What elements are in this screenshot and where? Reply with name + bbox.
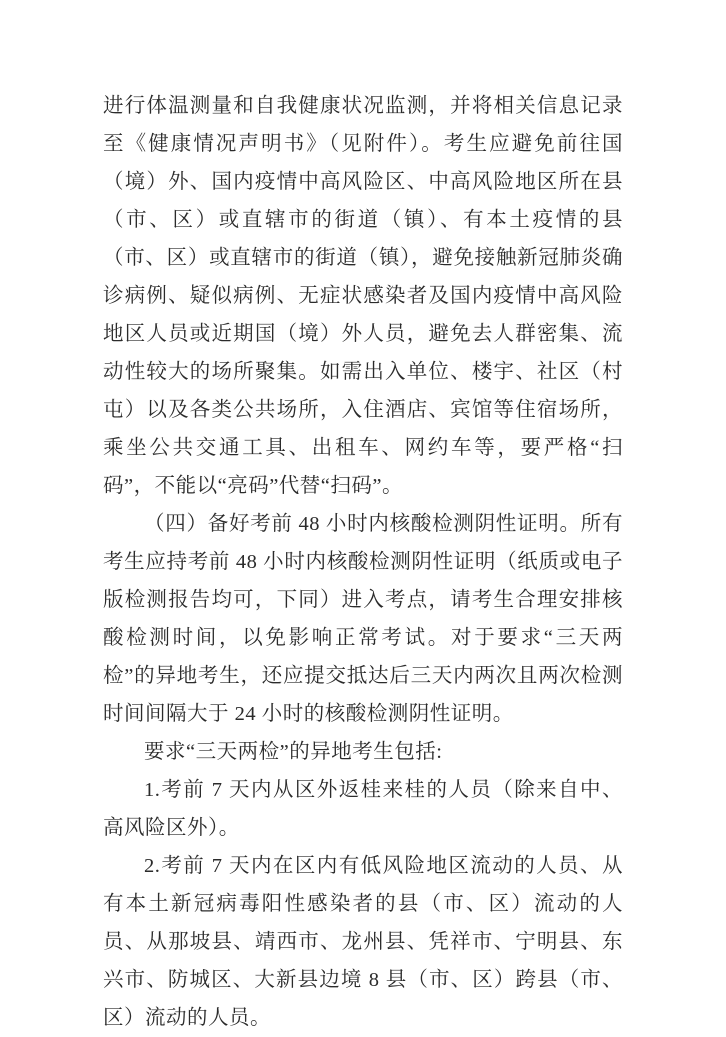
paragraph-three-day-two-test-intro: 要求“三天两检”的异地考生包括: bbox=[144, 741, 443, 763]
paragraph-list-item-1: 1.考前 7 天内从区外返桂来桂的人员（除来自中、高风险区外）。 bbox=[103, 779, 623, 839]
paragraph-list-item-2: 2.考前 7 天内在区内有低风险地区流动的人员、从有本土新冠病毒阳性感染者的县（市、区）流动的人员、从那坡县、靖西市、龙州县、凭祥市、宁明县、东兴市、防城区、大新县边境 8 县（市、区）跨县（市、区）流动的人员。 bbox=[103, 855, 623, 1029]
paragraph-item4-nucleic-acid-test-proof: （四）备好考前 48 小时内核酸检测阴性证明。所有考生应持考前 48 小时内核酸检测阴性证明（纸质或电子版检测报告均可，下同）进入考点，请考生合理安排核酸检测时间，以免影响正常考试。对于要求“三天两检”的异地考生，还应提交抵达后三天内两次且两次检测时间间隔大于 24 小时的核酸检测阴性证明。 bbox=[103, 513, 623, 725]
paragraph-health-monitoring-precautions: 进行体温测量和自我健康状况监测，并将相关信息记录至《健康情况声明书》（见附件）。考生应避免前往国（境）外、国内疫情中高风险区、中高风险地区所在县（市、区）或直辖市的街道（镇）、有本土疫情的县（市、区）或直辖市的街道（镇），避免接触新冠肺炎确诊病例、疑似病例、无症状感染者及国内疫情中高风险地区人员或近期国（境）外人员，避免去人群密集、流动性较大的场所聚集。如需出入单位、楼宇、社区（村屯）以及各类公共场所，入住酒店、宾馆等住宿场所，乘坐公共交通工具、出租车、网约车等，要严格“扫码”，不能以“亮码”代替“扫码”。 bbox=[103, 95, 623, 497]
